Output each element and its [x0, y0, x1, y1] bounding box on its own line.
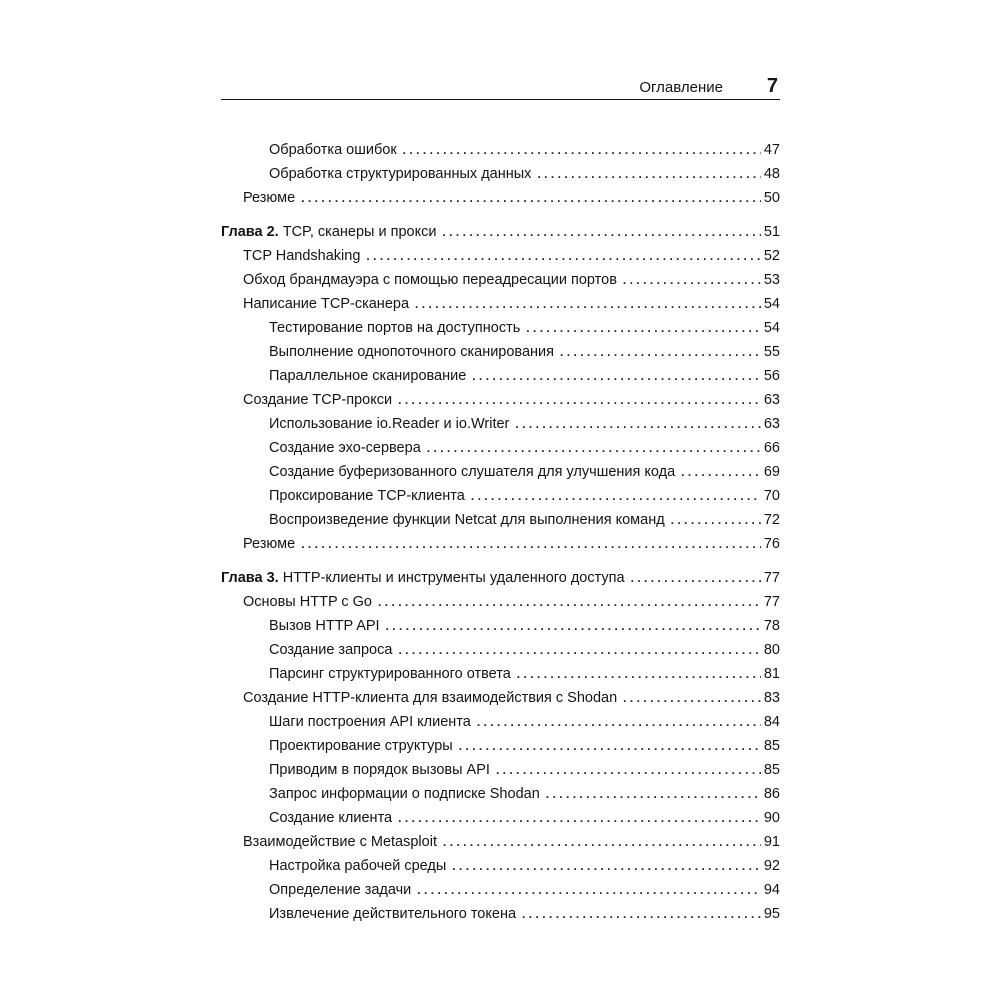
dot-leader [477, 710, 761, 734]
dot-leader [471, 484, 761, 508]
dot-leader [671, 508, 761, 532]
dot-leader [366, 244, 760, 268]
toc-page-number: 83 [763, 690, 780, 706]
toc-entry-title [269, 138, 397, 162]
toc-entry-title [269, 316, 520, 340]
dot-leader [415, 292, 761, 316]
toc-entry-title [243, 268, 617, 292]
toc-entry-text: Извлечение действительного токена [269, 906, 517, 922]
toc-entry-title [221, 220, 436, 244]
toc-entry-text: Проектирование структуры [269, 738, 453, 754]
dot-leader [427, 436, 761, 460]
toc-page-number: 51 [763, 224, 780, 240]
toc-page-number: 53 [763, 272, 780, 288]
toc-page-number: 85 [763, 762, 780, 778]
toc-entry-row [221, 484, 780, 508]
toc-entry-row [221, 532, 780, 556]
toc-entry-row [221, 902, 780, 926]
toc-entry-title [243, 590, 372, 614]
dot-leader [623, 686, 761, 710]
toc-page-number: 69 [763, 464, 780, 480]
toc-entry-text: Шаги построения API клиента [269, 714, 471, 730]
toc-entry-text: Парсинг структурированного ответа [269, 666, 511, 682]
toc-chapter-row [221, 566, 780, 590]
toc-entry-title [269, 508, 665, 532]
header-page-number: 7 [766, 75, 778, 97]
toc-page-number: 78 [763, 618, 780, 634]
dot-leader [398, 806, 761, 830]
toc-entry-text: Создание HTTP-клиента для взаимодействия с Shodan [243, 690, 618, 706]
toc-entry-text: Обработка структурированных данных [269, 166, 532, 182]
toc-page-number: 50 [763, 190, 780, 206]
toc-page-number: 91 [763, 834, 780, 850]
dot-leader [398, 388, 761, 412]
toc-entry-text: HTTP-клиенты и инструменты удаленного доступа [282, 570, 625, 586]
table-of-contents [221, 138, 780, 926]
toc-page-number: 63 [763, 392, 780, 408]
toc-entry-text: Определение задачи [269, 882, 412, 898]
dot-leader [452, 854, 761, 878]
toc-entry-row [221, 710, 780, 734]
toc-entry-text: Выполнение однопоточного сканирования [269, 344, 554, 360]
toc-entry-row [221, 292, 780, 316]
toc-entry-text: Резюме [243, 190, 296, 206]
toc-entry-title [269, 162, 531, 186]
toc-entry-title [243, 244, 360, 268]
toc-entry-row [221, 268, 780, 292]
toc-page-number: 56 [763, 368, 780, 384]
toc-page-number: 48 [763, 166, 780, 182]
toc-entry-row [221, 460, 780, 484]
toc-entry-title [269, 854, 446, 878]
chapter-label: Глава 3. [221, 570, 279, 586]
toc-entry-row [221, 186, 780, 210]
toc-page-number: 54 [763, 296, 780, 312]
toc-entry-title [269, 662, 511, 686]
toc-entry-row [221, 662, 780, 686]
toc-entry-title [243, 686, 617, 710]
dot-leader [398, 638, 760, 662]
dot-leader [526, 316, 761, 340]
toc-entry-row [221, 614, 780, 638]
toc-entry-title [269, 782, 540, 806]
toc-entry-row [221, 340, 780, 364]
toc-entry-text: Обход брандмауэра с помощью переадресации портов [243, 272, 617, 288]
toc-entry-title [243, 532, 295, 556]
dot-leader [403, 138, 761, 162]
toc-entry-row [221, 388, 780, 412]
toc-page-number: 52 [763, 248, 780, 264]
toc-entry-title [269, 734, 453, 758]
toc-page-number: 72 [763, 512, 780, 528]
toc-entry-text: Создание буферизованного слушателя для улучшения кода [269, 464, 676, 480]
toc-entry-title [269, 364, 466, 388]
dot-leader [623, 268, 761, 292]
dot-leader [459, 734, 761, 758]
toc-entry-row [221, 782, 780, 806]
toc-entry-title [243, 186, 295, 210]
toc-entry-text: Написание TCP-сканера [243, 296, 410, 312]
toc-entry-text: Создание клиента [269, 810, 393, 826]
toc-entry-row [221, 686, 780, 710]
toc-entry-row [221, 734, 780, 758]
toc-entry-text: Создание TCP-прокси [243, 392, 393, 408]
toc-page-number: 86 [763, 786, 780, 802]
toc-entry-row [221, 508, 780, 532]
toc-entry-row [221, 830, 780, 854]
toc-entry-text: Запрос информации о подписке Shodan [269, 786, 540, 802]
toc-page-number: 92 [763, 858, 780, 874]
toc-page-number: 66 [763, 440, 780, 456]
toc-page-number: 63 [763, 416, 780, 432]
toc-entry-text: Создание запроса [269, 642, 393, 658]
dot-leader [443, 830, 761, 854]
toc-entry-row [221, 878, 780, 902]
toc-page-number: 77 [763, 594, 780, 610]
toc-entry-title [269, 614, 380, 638]
toc-entry-title [269, 758, 490, 782]
header-title: Оглавление [639, 79, 723, 96]
toc-entry-row [221, 244, 780, 268]
toc-entry-title [243, 292, 409, 316]
toc-entry-title [269, 806, 392, 830]
toc-page-number: 84 [763, 714, 780, 730]
toc-entry-row [221, 638, 780, 662]
dot-leader [546, 782, 761, 806]
toc-page-number: 70 [763, 488, 780, 504]
dot-leader [442, 220, 760, 244]
toc-entry-text: Основы HTTP с Go [243, 594, 372, 610]
toc-entry-title [269, 710, 471, 734]
toc-entry-text: Тестирование портов на доступность [269, 320, 521, 336]
toc-entry-text: Резюме [243, 536, 296, 552]
dot-leader [631, 566, 761, 590]
toc-page-number: 55 [763, 344, 780, 360]
chapter-label: Глава 2. [221, 224, 279, 240]
dot-leader [517, 662, 761, 686]
toc-entry-title [269, 902, 516, 926]
toc-page-number: 85 [763, 738, 780, 754]
toc-entry-row [221, 436, 780, 460]
dot-leader [378, 590, 761, 614]
toc-entry-row [221, 364, 780, 388]
toc-page-number: 95 [763, 906, 780, 922]
toc-page-number: 76 [763, 536, 780, 552]
running-header [221, 76, 780, 98]
toc-entry-title [269, 878, 411, 902]
dot-leader [515, 412, 760, 436]
toc-page-number: 90 [763, 810, 780, 826]
toc-page-number: 80 [763, 642, 780, 658]
toc-entry-row [221, 138, 780, 162]
toc-entry-title [243, 830, 437, 854]
toc-entry-title [269, 460, 675, 484]
toc-entry-text: Обработка ошибок [269, 142, 397, 158]
dot-leader [417, 878, 761, 902]
toc-page-number: 47 [763, 142, 780, 158]
toc-page-number: 94 [763, 882, 780, 898]
dot-leader [560, 340, 761, 364]
toc-entry-title [269, 484, 465, 508]
dot-leader [522, 902, 761, 926]
toc-entry-text: Взаимодействие с Metasploit [243, 834, 437, 850]
toc-entry-row [221, 806, 780, 830]
dot-leader [472, 364, 761, 388]
dot-leader [301, 532, 761, 556]
toc-entry-text: Вызов HTTP API [269, 618, 380, 634]
toc-entry-row [221, 412, 780, 436]
toc-entry-title [269, 412, 509, 436]
header-divider [221, 99, 780, 100]
toc-entry-row [221, 758, 780, 782]
toc-chapter-row [221, 220, 780, 244]
toc-entry-text: Приводим в порядок вызовы API [269, 762, 490, 778]
toc-page-number: 77 [763, 570, 780, 586]
toc-entry-text: Создание эхо-сервера [269, 440, 421, 456]
toc-entry-row [221, 316, 780, 340]
toc-entry-text: Настройка рабочей среды [269, 858, 447, 874]
dot-leader [681, 460, 761, 484]
toc-entry-row [221, 162, 780, 186]
toc-entry-title [243, 388, 392, 412]
toc-page-number: 81 [763, 666, 780, 682]
toc-entry-text: TCP Handshaking [243, 248, 361, 264]
dot-leader [496, 758, 761, 782]
toc-entry-text: Воспроизведение функции Netcat для выполнения команд [269, 512, 665, 528]
toc-entry-text: Проксирование TCP-клиента [269, 488, 465, 504]
toc-entry-text: TCP, сканеры и прокси [282, 224, 437, 240]
toc-entry-title [221, 566, 625, 590]
dot-leader [537, 162, 760, 186]
dot-leader [301, 186, 761, 210]
toc-entry-title [269, 436, 421, 460]
toc-entry-title [269, 638, 392, 662]
toc-entry-text: Параллельное сканирование [269, 368, 467, 384]
toc-entry-text: Использование io.Reader и io.Writer [269, 416, 510, 432]
toc-page-number: 54 [763, 320, 780, 336]
toc-entry-row [221, 590, 780, 614]
toc-entry-row [221, 854, 780, 878]
dot-leader [386, 614, 761, 638]
toc-entry-title [269, 340, 554, 364]
